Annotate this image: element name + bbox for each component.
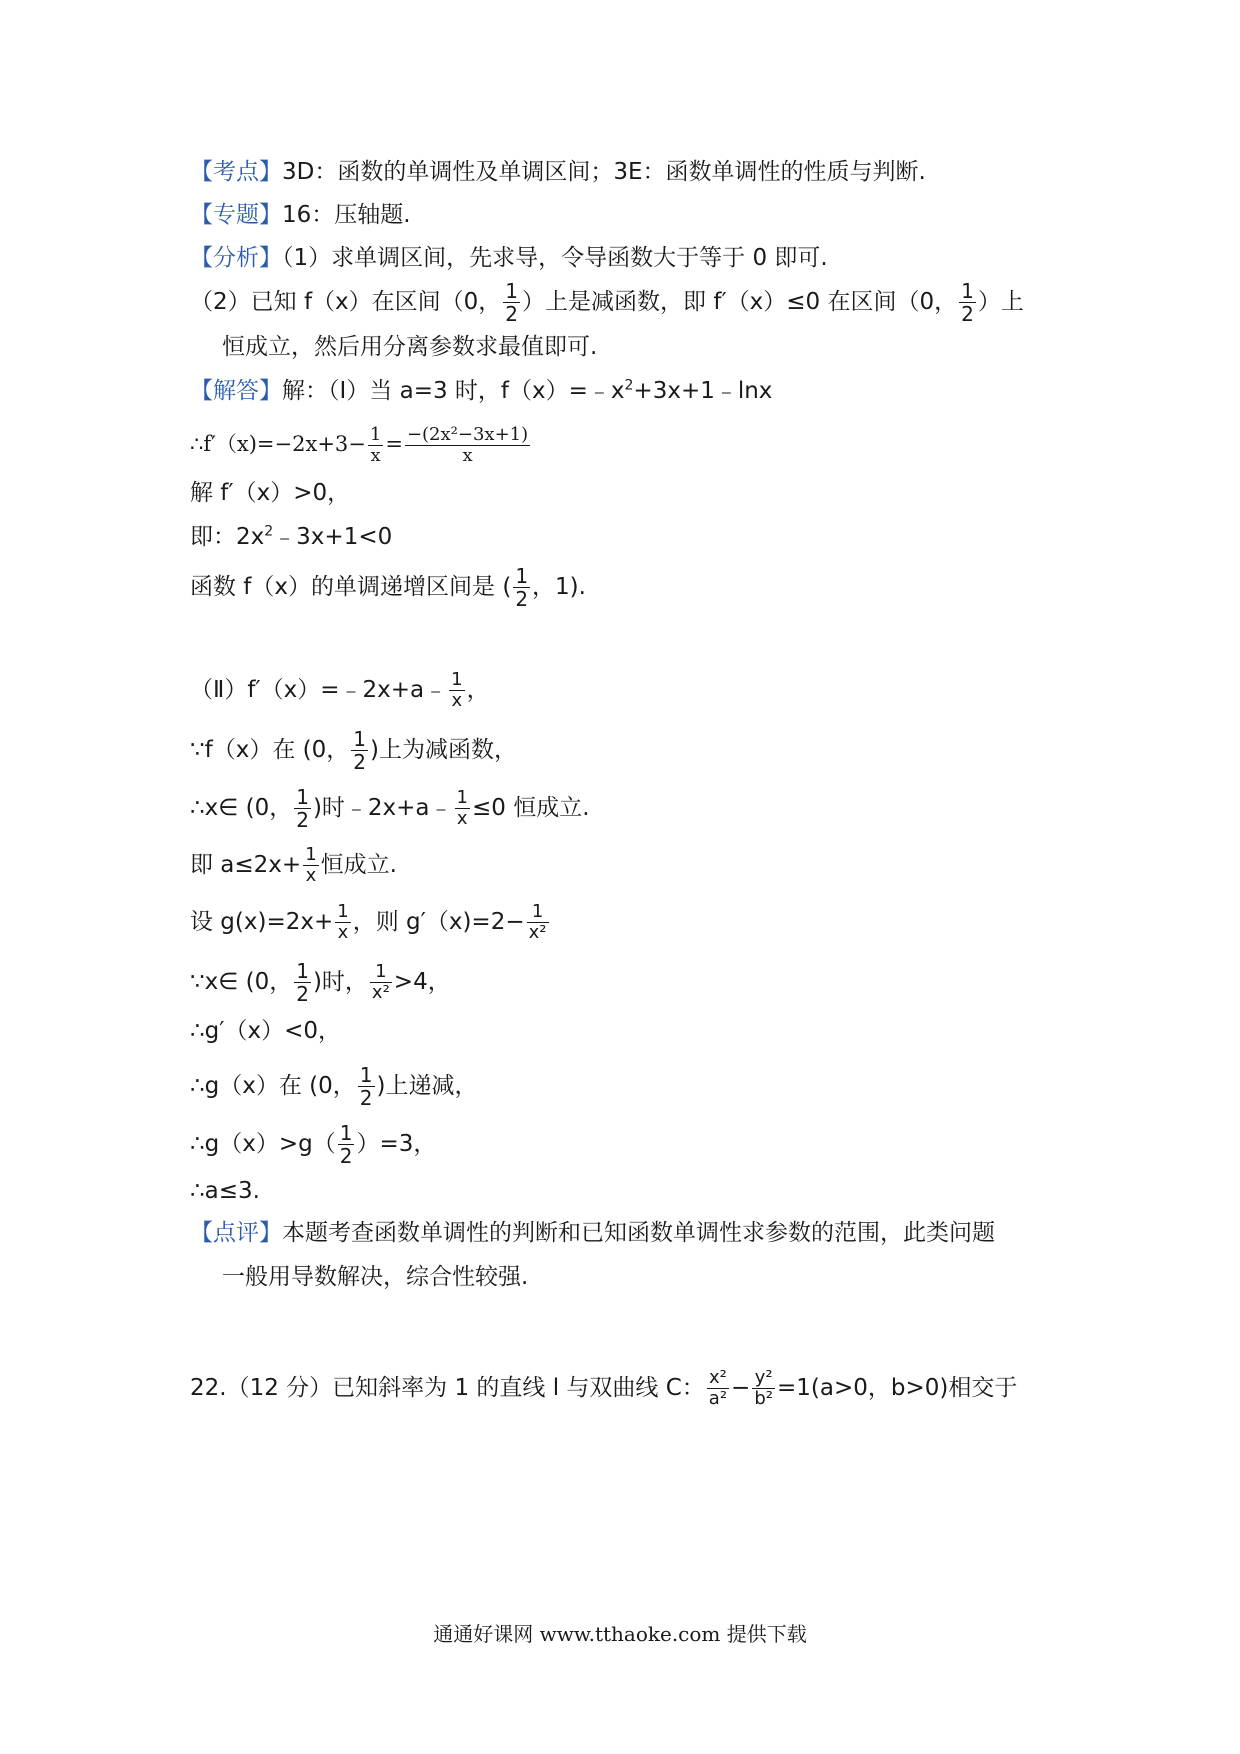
x-range-line-2 — [190, 960, 451, 1005]
gp-text: ∴g′（x）<0， — [190, 1018, 341, 1044]
frac-num: −(2x²−3x+1) — [406, 424, 529, 445]
g-prime-line — [190, 1016, 341, 1046]
fraction-half — [338, 1122, 355, 1167]
a-bound-line — [190, 845, 397, 886]
frac-den: x² — [528, 922, 547, 943]
page-footer: 通通好课网 www.tthaoke.com 提供下载 — [433, 1622, 807, 1646]
fraction-y2-over-b2 — [752, 1368, 775, 1409]
frac-den: x — [370, 445, 381, 466]
frac-num: 1 — [961, 279, 974, 303]
frac-den: x — [337, 922, 349, 943]
g-b: ，则 g′（x)=2− — [352, 909, 525, 935]
frac-num: 1 — [456, 787, 468, 808]
fraction-half — [351, 728, 368, 773]
q22-a: 22.（12 分）已知斜率为 1 的直线 l 与双曲线 C： — [190, 1375, 705, 1401]
frac-num: 1 — [296, 785, 309, 809]
part2-a: （Ⅱ）f′（x）=﹣2x+a﹣ — [190, 677, 448, 703]
fraction-half — [294, 786, 311, 831]
frac-num: 1 — [305, 844, 317, 865]
frac-den: x — [451, 690, 463, 711]
frac-num: 1 — [353, 727, 366, 751]
frac-num: 1 — [296, 959, 309, 983]
fraction-1-over-x — [455, 788, 470, 829]
result-text: ∴a≤3. — [190, 1178, 260, 1204]
part2-b: ， — [466, 677, 490, 703]
frac-num: 1 — [527, 902, 549, 923]
frac-num: 1 — [451, 669, 463, 690]
frac-den: x — [305, 865, 317, 886]
gd-b: )上递减， — [376, 1073, 478, 1099]
x2-a: ∵x∈ (0， — [190, 969, 293, 995]
fenxi2-line — [190, 280, 1024, 325]
result-line — [190, 1176, 260, 1206]
frac-den: 2 — [505, 302, 519, 326]
x-range-line — [190, 786, 590, 831]
frac-den: x — [462, 445, 473, 466]
frac-den: x² — [371, 982, 390, 1003]
dianping-continuation — [222, 1262, 528, 1292]
g-a: 设 g(x)=2x+ — [190, 909, 334, 935]
a-b: 恒成立. — [320, 852, 397, 878]
kaodian-text: 3D：函数的单调性及单调区间；3E：函数单调性的性质与判断. — [282, 159, 926, 185]
fraction-1-over-x — [303, 845, 318, 886]
solve1-line — [190, 478, 350, 508]
fraction-half — [959, 280, 976, 325]
gd-a: ∴g（x）在 (0， — [190, 1073, 356, 1099]
part2-line — [190, 670, 490, 711]
x2-c: >4， — [393, 969, 451, 995]
fenxi-tag: 【分析】 — [190, 245, 282, 271]
dec-a: ∵f（x）在 (0， — [190, 737, 350, 763]
kaodian-line — [190, 157, 926, 187]
jieda-tag: 【解答】 — [190, 378, 282, 404]
frac-num: x² — [707, 1368, 729, 1389]
frac-num: 1 — [515, 564, 529, 588]
fenxi2-text-3: ）上 — [977, 289, 1024, 315]
frac-num: 1 — [339, 1121, 353, 1145]
frac-num: y² — [752, 1368, 775, 1389]
frac-den: b² — [754, 1388, 773, 1409]
fenxi2-continuation — [222, 332, 597, 362]
jieda-line — [190, 376, 772, 406]
fenxi-text: （1）求单调区间，先求导，令导函数大于等于 0 即可. — [282, 245, 828, 271]
frac-num: 1 — [359, 1063, 373, 1087]
x2-b: )时， — [312, 969, 368, 995]
fraction-derivative — [405, 425, 530, 466]
solve2-line — [190, 522, 392, 552]
frac-den: 2 — [961, 302, 974, 326]
deriv-prefix: ∴f′（x)=−2x+3− — [190, 432, 366, 456]
increase-interval-line — [190, 565, 586, 610]
fraction-1-over-x2 — [527, 902, 549, 943]
minus-sign: − — [731, 1375, 751, 1401]
solve1-text: 解 f′（x）>0， — [190, 480, 351, 506]
g-decreasing-line — [190, 1064, 477, 1109]
fraction-1-over-x2 — [370, 962, 392, 1003]
x-b: )时﹣2x+a﹣ — [312, 795, 453, 821]
dianping-cont-text: 一般用导数解决，综合性较强. — [222, 1264, 529, 1290]
g-value-line — [190, 1122, 436, 1167]
frac-den: 2 — [339, 1144, 353, 1168]
fraction-1-over-x — [368, 425, 383, 466]
incr-a: 函数 f（x）的单调递增区间是 ( — [190, 574, 512, 600]
fraction-half — [513, 565, 530, 610]
frac-den: 2 — [515, 587, 529, 611]
frac-den: 2 — [359, 1086, 373, 1110]
dec-b: )上为减函数， — [370, 737, 517, 763]
zhuanti-line — [190, 200, 411, 230]
kaodian-tag: 【考点】 — [190, 159, 282, 185]
dianping-line — [190, 1218, 995, 1248]
a-a: 即 a≤2x+ — [190, 852, 302, 878]
zhuanti-text: 16：压轴题. — [282, 202, 411, 228]
jieda-text-a: 解：（Ⅰ）当 a=3 时，f（x）=﹣x — [282, 378, 625, 404]
frac-den: 2 — [296, 982, 309, 1006]
frac-den: 2 — [296, 808, 309, 832]
g-define-line — [190, 902, 551, 943]
frac-den: 2 — [353, 750, 366, 774]
incr-b: ，1). — [532, 574, 586, 600]
dianping-tag: 【点评】 — [190, 1220, 282, 1246]
solve2-b: ﹣3x+1<0 — [273, 524, 393, 550]
fenxi2-cont-text: 恒成立，然后用分离参数求最值即可. — [222, 334, 598, 360]
gv-a: ∴g（x）>g（ — [190, 1131, 336, 1157]
frac-num: 1 — [369, 424, 382, 445]
derivative-line — [190, 425, 532, 466]
deriv-eq: = — [385, 432, 403, 456]
fenxi2-text-1: （2）已知 f（x）在区间（0， — [190, 289, 502, 315]
fraction-1-over-x — [449, 670, 464, 711]
question-22-line — [190, 1368, 1017, 1409]
fenxi-line — [190, 243, 828, 273]
frac-den: a² — [708, 1388, 728, 1409]
jieda-text-b: +3x+1﹣lnx — [633, 378, 773, 404]
solve2-a: 即：2x — [190, 524, 265, 550]
zhuanti-tag: 【专题】 — [190, 202, 282, 228]
fraction-half — [503, 280, 520, 325]
decreasing-line — [190, 728, 517, 773]
fraction-x2-over-a2 — [707, 1368, 729, 1409]
fraction-half — [358, 1064, 375, 1109]
fraction-half — [294, 960, 311, 1005]
exponent: 2 — [624, 377, 634, 394]
q22-b: =1(a>0，b>0)相交于 — [776, 1375, 1018, 1401]
fraction-1-over-x — [335, 902, 350, 943]
frac-num: 1 — [370, 962, 392, 983]
exponent: 2 — [264, 523, 274, 540]
dianping-text: 本题考查函数单调性的判断和已知函数单调性求参数的范围，此类问题 — [282, 1220, 995, 1246]
x-a: ∴x∈ (0， — [190, 795, 293, 821]
frac-num: 1 — [337, 901, 349, 922]
frac-den: x — [456, 808, 468, 829]
frac-num: 1 — [505, 279, 519, 303]
gv-b: ）=3， — [356, 1131, 437, 1157]
x-c: ≤0 恒成立. — [471, 795, 590, 821]
fenxi2-text-2: ）上是减函数，即 f′（x）≤0 在区间（0， — [522, 289, 958, 315]
